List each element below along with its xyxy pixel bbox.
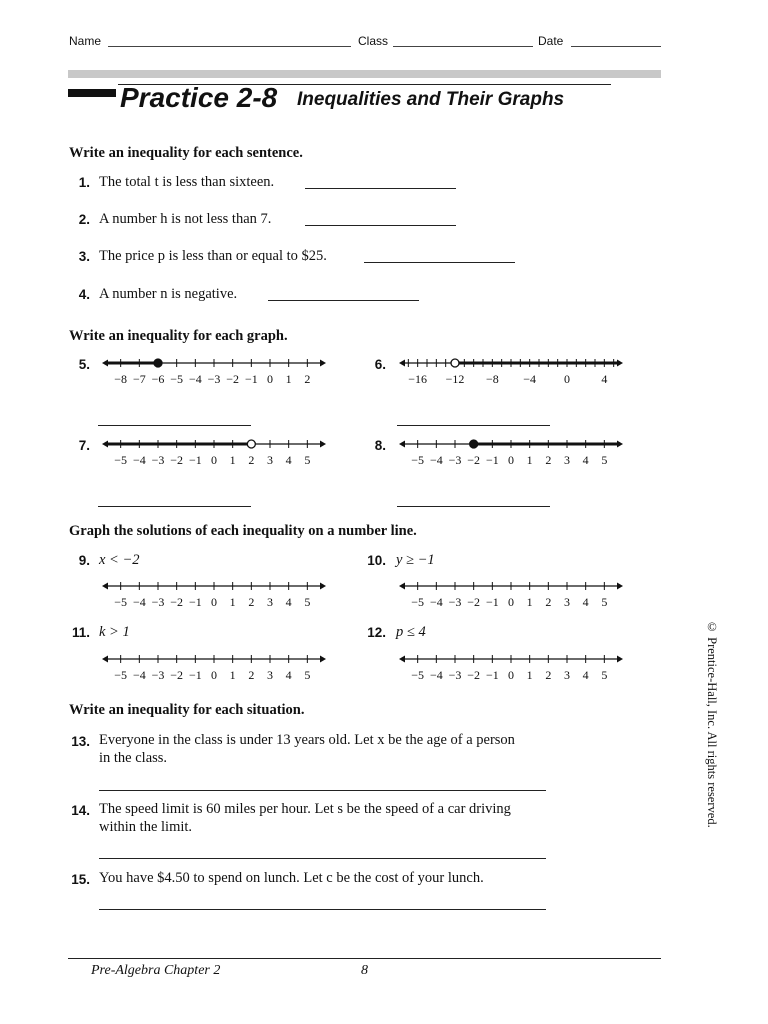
blank-number-line[interactable] [98,575,330,615]
class-field[interactable] [393,46,533,47]
answer-line[interactable] [305,188,456,189]
tick-label: 1 [526,668,533,682]
tick-label: 0 [211,595,217,609]
tick-label: −8 [114,372,128,386]
axis-arrow-left [399,656,405,663]
tick-label: 4 [285,595,292,609]
tick-label: −3 [448,453,462,467]
tick-label: −4 [132,453,146,467]
tick-label: −2 [226,372,240,386]
axis-arrow-right [320,360,326,367]
tick-label: 2 [248,668,255,682]
date-label: Date [538,34,564,48]
closed-endpoint [154,359,162,367]
question-text: The total t is less than sixteen. [99,174,275,190]
tick-label: −5 [114,453,128,467]
tick-label: 5 [601,595,608,609]
tick-label: 1 [526,595,533,609]
question-number: 13. [71,734,90,749]
question-number: 5. [78,357,90,372]
axis-arrow-left [399,583,405,590]
axis-arrow-right [320,441,326,448]
tick-label: 5 [601,453,608,467]
answer-line[interactable] [98,425,251,426]
tick-label: 2 [248,453,255,467]
page-number: 8 [361,963,368,978]
section-heading-graph-solutions: Graph the solutions of each inequality on a number line. [69,523,417,539]
tick-label: 5 [304,453,311,467]
tick-label: −2 [170,668,184,682]
question-number: 2. [78,212,90,227]
tick-label: −4 [188,372,202,386]
tick-label: 1 [229,668,236,682]
question-number: 15. [71,872,90,887]
answer-line[interactable] [99,858,546,859]
tick-label: 3 [267,595,273,609]
tick-label: −2 [467,453,481,467]
tick-label: −4 [132,668,146,682]
question-text: A number n is negative. [99,286,238,302]
tick-label: −2 [170,595,184,609]
tick-label: −3 [151,595,165,609]
inequality-text: p ≤ 4 [396,624,426,640]
question-number: 8. [374,438,386,453]
tick-label: 1 [526,453,533,467]
tick-label: 2 [248,595,255,609]
tick-label: −7 [132,372,146,386]
tick-label: −5 [170,372,184,386]
question-text: You have $4.50 to spend on lunch. Let c be the cost of your lunch. [99,870,484,886]
question-number: 11. [71,625,90,640]
question-text: The speed limit is 60 miles per hour. Let s be the speed of a car driving [99,801,511,817]
tick-label: −1 [188,453,202,467]
tick-label: −5 [114,595,128,609]
tick-label: 0 [508,668,514,682]
number-line-graph [98,352,330,392]
answer-line[interactable] [305,225,456,226]
tick-label: 4 [285,668,292,682]
copyright-notice: © Prentice-Hall, Inc. All rights reserved. [705,620,719,828]
tick-label: −5 [411,595,425,609]
axis-arrow-right [320,656,326,663]
question-number: 3. [78,249,90,264]
answer-line[interactable] [98,506,251,507]
tick-label: −2 [467,668,481,682]
section-heading-graphs: Write an inequality for each graph. [69,328,288,344]
tick-label: −4 [429,595,443,609]
question-number: 12. [367,625,386,640]
tick-label: −4 [523,372,537,386]
tick-label: 2 [545,595,552,609]
question-text: in the class. [99,750,168,766]
blank-number-line[interactable] [395,648,627,688]
question-number: 1. [78,175,90,190]
tick-label: 3 [564,668,570,682]
tick-label: −12 [445,372,465,386]
tick-label: 4 [582,595,589,609]
tick-label: 3 [267,453,273,467]
tick-label: −3 [151,668,165,682]
tick-label: 4 [582,668,589,682]
tick-label: 0 [564,372,570,386]
header-bar [68,70,661,78]
section-heading-situations: Write an inequality for each situation. [69,702,305,718]
number-line-graph [395,352,627,392]
tick-label: −3 [448,668,462,682]
tick-label: 2 [304,372,311,386]
answer-line[interactable] [99,790,546,791]
number-line-graph [395,433,627,473]
tick-label: −5 [411,453,425,467]
inequality-text: x < −2 [99,552,140,568]
tick-label: −1 [244,372,258,386]
question-text: The price p is less than or equal to $25. [99,248,327,264]
tick-label: 4 [582,453,589,467]
tick-label: −1 [485,453,499,467]
tick-label: 5 [304,668,311,682]
tick-label: −3 [448,595,462,609]
axis-arrow-right [617,441,623,448]
tick-label: 4 [285,453,292,467]
question-number: 4. [78,287,90,302]
open-endpoint [247,440,255,448]
question-number: 9. [78,553,90,568]
tick-label: −5 [114,668,128,682]
tick-label: −5 [411,668,425,682]
tick-label: 1 [229,595,236,609]
axis-arrow-left [399,360,405,367]
page-subtitle: Inequalities and Their Graphs [297,89,565,110]
question-number: 14. [71,803,90,818]
question-number: 6. [374,357,386,372]
footer-rule [68,958,661,959]
answer-line[interactable] [268,300,419,301]
date-field[interactable] [571,46,661,47]
tick-label: −1 [485,668,499,682]
closed-endpoint [470,440,478,448]
tick-label: 5 [304,595,311,609]
tick-label: 0 [211,668,217,682]
question-number: 7. [78,438,90,453]
open-endpoint [451,359,459,367]
answer-line[interactable] [397,425,550,426]
tick-label: 1 [229,453,236,467]
axis-arrow-left [102,441,108,448]
axis-arrow-left [102,583,108,590]
name-label: Name [69,34,102,48]
axis-arrow-right [617,360,623,367]
axis-arrow-right [320,583,326,590]
class-label: Class [358,34,389,48]
question-text: within the limit. [99,819,193,835]
tick-label: 1 [285,372,292,386]
page-title: Practice 2-8 [120,82,278,113]
number-line-graph [98,433,330,473]
tick-label: 3 [267,668,273,682]
axis-arrow-right [617,656,623,663]
tick-label: −3 [151,453,165,467]
tick-label: 0 [211,453,217,467]
tick-label: −1 [188,668,202,682]
axis-arrow-left [102,656,108,663]
tick-label: −6 [151,372,165,386]
blank-number-line[interactable] [98,648,330,688]
tick-label: −4 [132,595,146,609]
tick-label: −8 [485,372,499,386]
answer-line[interactable] [364,262,515,263]
answer-line[interactable] [99,909,546,910]
tick-label: −4 [429,453,443,467]
axis-arrow-left [399,441,405,448]
axis-arrow-left [102,360,108,367]
footer-title: Pre-Algebra Chapter 2 [91,963,221,978]
tick-label: 2 [545,453,552,467]
question-text: A number h is not less than 7. [99,211,272,227]
question-text: Everyone in the class is under 13 years old. Let x be the age of a person [99,732,515,748]
tick-label: 0 [508,453,514,467]
tick-label: 0 [267,372,273,386]
tick-label: −2 [170,453,184,467]
inequality-text: k > 1 [99,624,130,640]
tick-label: 5 [601,668,608,682]
tick-label: 3 [564,595,570,609]
tick-label: −4 [429,668,443,682]
section-heading-sentences: Write an inequality for each sentence. [69,145,303,161]
axis-arrow-right [617,583,623,590]
tick-label: 2 [545,668,552,682]
tick-label: −3 [207,372,221,386]
blank-number-line[interactable] [395,575,627,615]
tick-label: 0 [508,595,514,609]
title-tab [68,89,116,97]
tick-label: 3 [564,453,570,467]
tick-label: −1 [188,595,202,609]
answer-line[interactable] [397,506,550,507]
tick-label: −2 [467,595,481,609]
tick-label: 4 [601,372,608,386]
tick-label: −16 [408,372,428,386]
name-field[interactable] [108,46,351,47]
tick-label: −1 [485,595,499,609]
inequality-text: y ≥ −1 [396,552,435,568]
question-number: 10. [367,553,386,568]
